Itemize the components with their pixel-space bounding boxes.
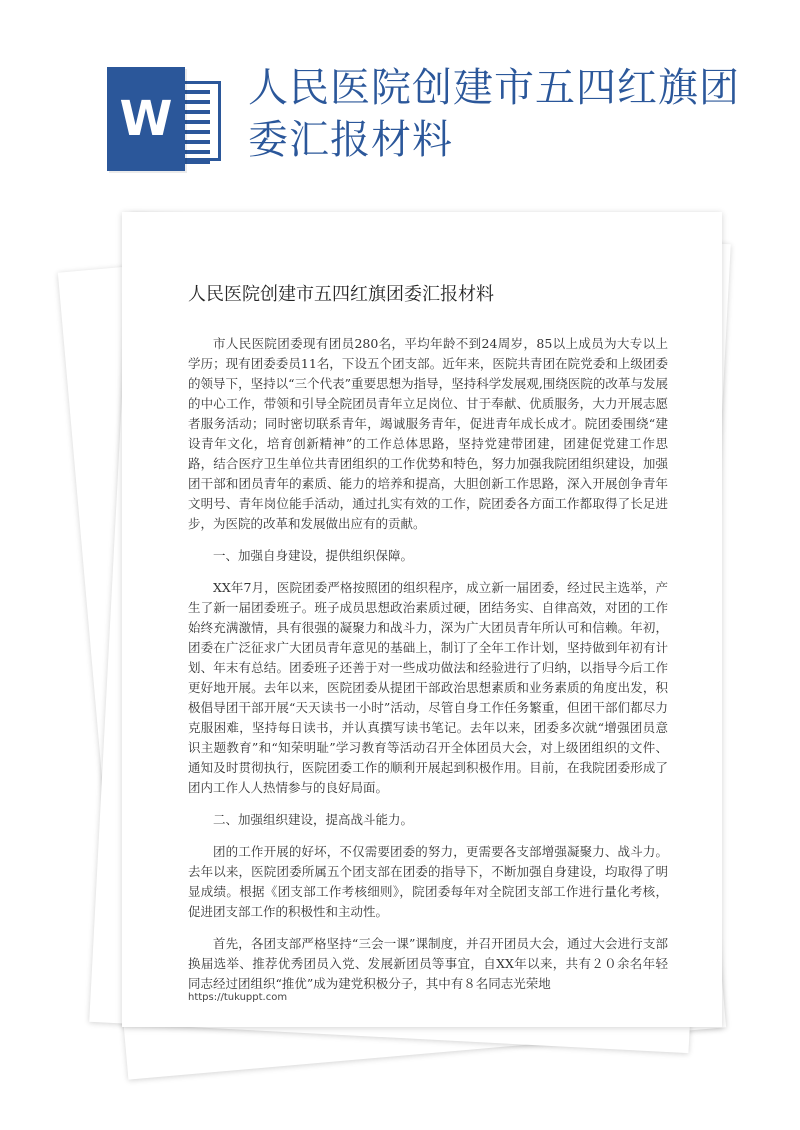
document-heading: 人民医院创建市五四红旗团委汇报材料 [188, 284, 494, 305]
page-header [0, 0, 800, 200]
paragraph-section-2-continued: 首先，各团支部严格坚持“三会一课”课制度，并召开团员大会，通过大会进行支部换届选举、推荐优秀团员入党、发展新团员等事宜，自XX年以来，共有２０余名年轻同志经过团组织“推优”成为建党积极分子，其中有８名同志光荣地 [188, 936, 668, 991]
page-title: 人民医院创建市五四红旗团委汇报材料 [248, 65, 740, 163]
paragraph-intro: 市人民医院团委现有团员280名，平均年龄不到24周岁，85以上成员为大专以上学历；现有团委委员11名，下设五个团支部。近年来，医院共青团在院党委和上级团委的领导下，坚持以“三个代表”重要思想为指导，坚持科学发展观,围绕医院的改革与发展的中心工作，带领和引导全院团员青年立足岗位、甘于奉献、优质服务，大力开展志愿者服务活动；同时密切联系青年，竭诚服务青年，促进青年成长成才。院团委围绕“建设青年文化，培育创新精神”的工作总体思路，坚持党建带团建，团建促党建工作思路，结合医疗卫生单位共青团组织的工作优势和特色，努力加强我院团组织建设，加强团干部和团员青年的素质、能力的培养和提高，大胆创新工作思路，深入开展创争青年文明号、青年岗位能手活动，通过扎实有效的工作，院团委各方面工作都取得了长足进步，为医院的改革和发展做出应有的贡献。 [188, 336, 668, 531]
document-page [122, 212, 722, 1027]
paragraph-section-2: 团的工作开展的好坏，不仅需要团委的努力，更需要各支部增强凝聚力、战斗力。去年以来，医院团委所属五个团支部在团委的指导下，不断加强自身建设，均取得了明显成绩。根据《团支部工作考核细则》，院团委每年对全院团支部工作进行量化考核，促进团支部工作的积极性和主动性。 [188, 844, 668, 919]
section-heading-1: 一、加强自身建设，提供组织保障。 [213, 548, 414, 563]
document-content [188, 280, 668, 1006]
footer-url: https://tukuppt.com [188, 992, 288, 1003]
word-document-icon [107, 67, 223, 171]
paragraph-section-1: XX年7月，医院团委严格按照团的组织程序，成立新一届团委，经过民主选举，产生了新一届团委班子。班子成员思想政治素质过硬，团结务实、自律高效，对团的工作始终充满激情，具有很强的凝聚力和战斗力，深为广大团员青年所认可和信赖。年初，团委在广泛征求广大团员青年意见的基础上，制订了全年工作计划，坚持做到年初有计划、年末有总结。团委班子还善于对一些成功做法和经验进行了归纳，以指导今后工作更好地开展。去年以来，医院团委从提团干部政治思想素质和业务素质的角度出发，积极倡导团干部开展“天天读书一小时”活动，尽管自身工作任务繁重，但团干部们都尽力克服困难，坚持每日读书，并认真撰写读书笔记。去年以来，团委多次就“增强团员意识主题教育”和“知荣明耻”学习教育等活动召开全体团员大会，对上级团组织的文件、通知及时贯彻执行，医院团委工作的顺利开展起到积极作用。目前，在我院团委形成了团内工作人人热情参与的良好局面。 [188, 580, 668, 795]
word-letter: W [107, 67, 185, 171]
section-heading-2: 二、加强组织建设，提高战斗能力。 [213, 812, 414, 827]
